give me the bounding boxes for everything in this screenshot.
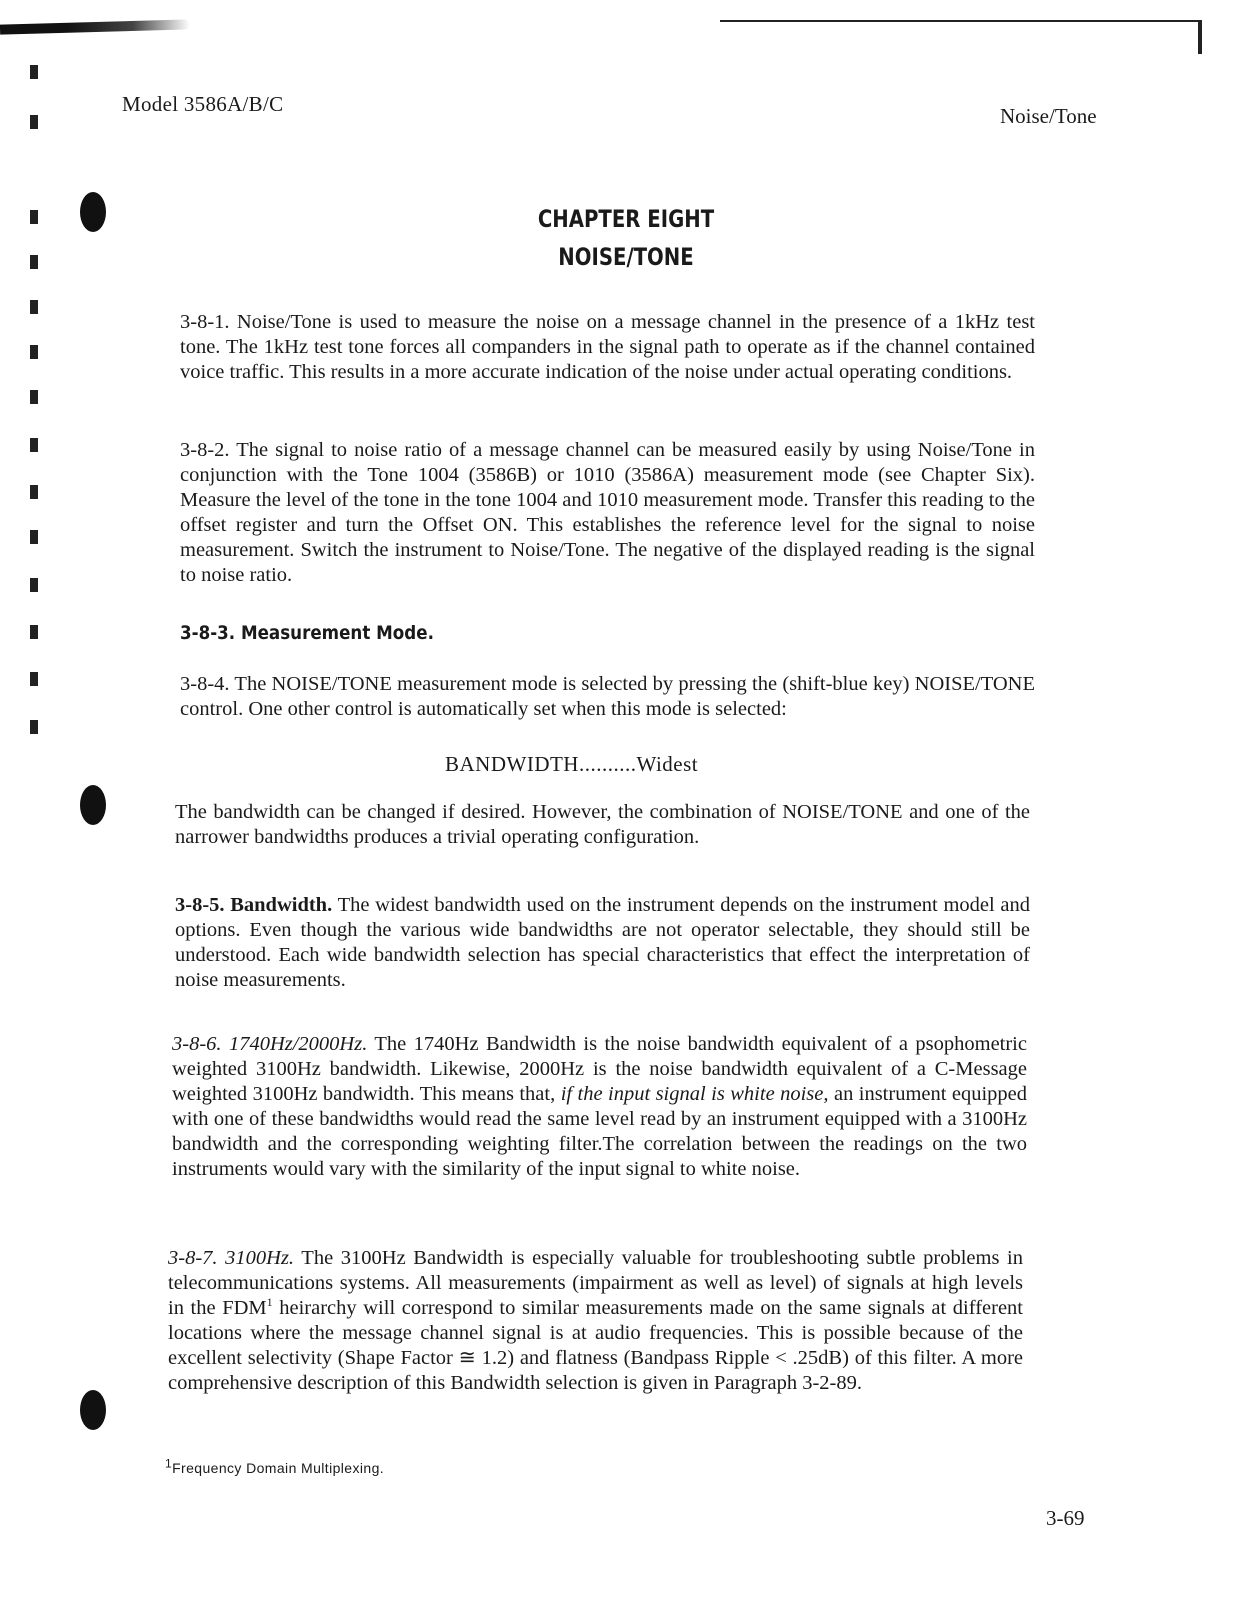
- binder-mark: [30, 720, 38, 734]
- paragraph-text: an instrument equipped with one of these bandwidths would read the same level read by an instrument equipped with a 3100Hz bandwidth and the corresponding weighting filter.The correlation between the readings on the two instruments would vary with the similarity of the input signal to white noise.: [172, 1083, 1028, 1180]
- paragraph-3-8-4: [180, 672, 1035, 722]
- binder-mark: [30, 255, 38, 269]
- binder-mark: [30, 390, 38, 404]
- binder-mark: [30, 485, 38, 499]
- paragraph-text: heirarchy will correspond to similar measurements made on the same signals at different locations where the message channel signal is at audio frequencies. This is possible because of the excellent selectivity (Shape Factor ≅ 1.2) and flatness (Bandpass Ripple < .25dB) of this filter. A more comprehensive description of this Bandwidth selection is given in Paragraph 3-2-89.: [168, 1297, 1023, 1394]
- chapter-title: [113, 200, 1140, 276]
- paragraph-text: Noise/Tone is used to measure the noise on a message channel in the presence of a 1kHz test tone. The 1kHz test tone forces all companders in the signal path to operate as if the channel contained voice traffic. This results in a more accurate indication of the noise under actual operating conditions.: [180, 311, 1036, 383]
- paragraph-text: The NOISE/TONE measurement mode is selected by pressing the (shift-blue key) NOISE/TONE control. One other control is automatically set when this mode is selected:: [180, 673, 1035, 720]
- binder-margin: [0, 60, 40, 1580]
- scan-edge-mark: [0, 19, 190, 34]
- scan-edge-rule: [720, 20, 1200, 22]
- punch-hole: [80, 192, 106, 232]
- paragraph-emphasis: if the input signal is white noise,: [560, 1083, 829, 1105]
- binder-mark: [30, 625, 38, 639]
- paragraph-number: 3-8-2.: [180, 439, 230, 461]
- binder-mark: [30, 345, 38, 359]
- binder-mark: [30, 115, 38, 129]
- binder-mark: [30, 438, 38, 452]
- paragraph-3-8-5: [175, 893, 1030, 993]
- paragraph-lead: 3-8-5. Bandwidth.: [175, 894, 333, 916]
- chapter-name: NOISE/TONE: [558, 243, 694, 271]
- paragraph-text: The 3100Hz Bandwidth is especially valuable for troubleshooting subtle problems in telecommunications systems. All measurements (impairment as well as level) of signals at high levels in the FDM: [168, 1247, 1023, 1319]
- running-head-model: Model 3586A/B/C: [122, 92, 284, 116]
- section-heading-measurement-mode: 3-8-3. Measurement Mode.: [180, 622, 434, 644]
- paragraph-3-8-2: [180, 438, 1035, 588]
- binder-mark: [30, 530, 38, 544]
- paragraph-lead: 3-8-7. 3100Hz.: [168, 1247, 295, 1269]
- chapter-number: CHAPTER EIGHT: [537, 205, 715, 233]
- binder-mark: [30, 300, 38, 314]
- binder-mark: [30, 578, 38, 592]
- paragraph-bandwidth-note: [175, 800, 1030, 850]
- binder-mark: [30, 210, 38, 224]
- bandwidth-setting: BANDWIDTH..........Widest: [445, 752, 699, 776]
- paragraph-text: The 1740Hz Bandwidth is the noise bandwidth equivalent of a psophometric weighted 3100Hz bandwidth. Likewise, 2000Hz is the noise bandwidth equivalent of a C-Message weighted 3100Hz bandwidth. This means that,: [172, 1033, 1027, 1105]
- paragraph-3-8-1: [180, 310, 1035, 385]
- paragraph-text: The bandwidth can be changed if desired. However, the combination of NOISE/TONE and one of the narrower bandwidths produces a trivial operating configuration.: [175, 801, 1030, 848]
- paragraph-number: 3-8-1.: [180, 311, 230, 333]
- page-number: 3-69: [1046, 1506, 1085, 1530]
- footnote: [165, 1456, 385, 1476]
- footnote-mark: 1: [165, 1456, 173, 1471]
- paragraph-number: 3-8-4.: [180, 673, 230, 695]
- footnote-reference: 1: [266, 1295, 273, 1310]
- running-head-section: Noise/Tone: [1000, 104, 1097, 128]
- binder-mark: [30, 672, 38, 686]
- binder-mark: [30, 65, 38, 79]
- paragraph-text: The widest bandwidth used on the instrument depends on the instrument model and options. Even though the various wide bandwidths are not operator selectable, they should still be understood. Each wide bandwidth selection has special characteristics that effect the interpretation of noise measurements.: [175, 894, 1030, 991]
- paragraph-lead: 3-8-6. 1740Hz/2000Hz.: [172, 1033, 368, 1055]
- paragraph-3-8-6: [172, 1032, 1027, 1182]
- paragraph-3-8-7: [168, 1246, 1023, 1396]
- punch-hole: [80, 1390, 106, 1430]
- paragraph-text: The signal to noise ratio of a message channel can be measured easily by using Noise/Tone in conjunction with the Tone 1004 (3586B) or 1010 (3586A) measurement mode (see Chapter Six). Measure the level of the tone in the tone 1004 and 1010 measurement mode. Transfer this reading to the offset register and turn the Offset ON. This establishes the reference level for the signal to noise measurement. Switch the instrument to Noise/Tone. The negative of the displayed reading is the signal to noise ratio.: [180, 439, 1035, 586]
- punch-hole: [80, 785, 106, 825]
- footnote-text: Frequency Domain Multiplexing.: [172, 1460, 385, 1476]
